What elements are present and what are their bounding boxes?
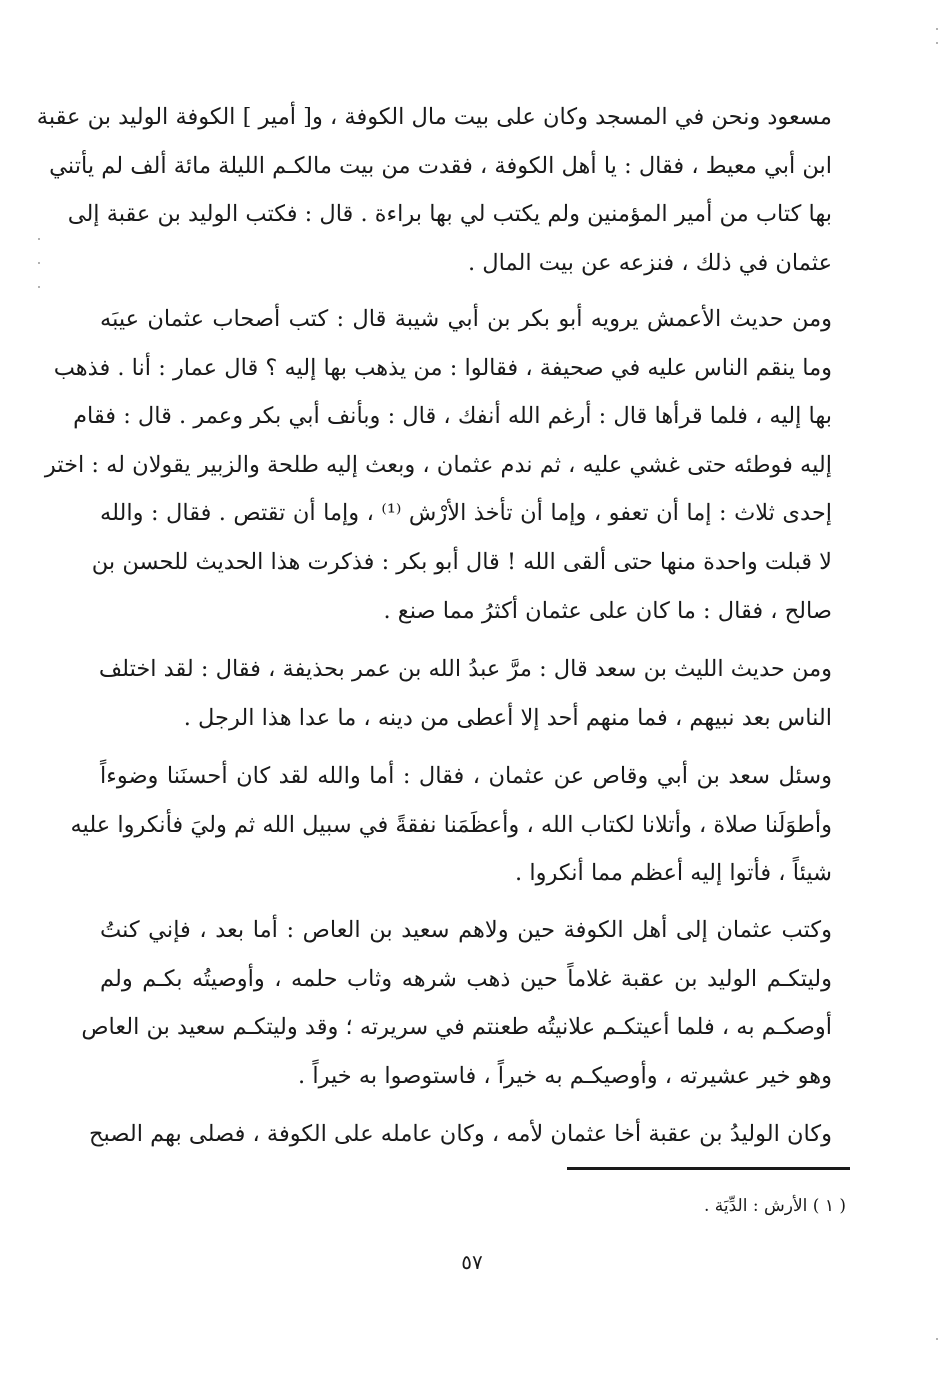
paragraph-line: إليه فوطئه حتى غشي عليه ، ثم ندم عثمان ، وبعث إليه طلحة والزبير يقولان له : اختر — [44, 451, 832, 478]
paragraph-line: شيئاً ، فأتوا إليه أعظم مما أنكروا . — [515, 860, 832, 887]
paragraph-line: إحدى ثلاث : إما أن تعفو ، وإما أن تأخذ الأرْش ⁽¹⁾ ، وإما أن تقتص . فقال : والله — [100, 500, 832, 527]
paragraph-line: وكان الوليدُ بن عقبة أخا عثمان لأمه ، وكان عامله على الكوفة ، فصلى بهم الصبح — [89, 1121, 832, 1147]
paragraph-line: وليتكـم الوليد بن عقبة غلاماً حين ذهب شرهه وثاب حلمه ، وأوصيتُه بكـم ولم — [100, 965, 832, 992]
paragraph-line: ابن أبي معيط ، فقال : يا أهل الكوفة ، فقدت من بيت مالكـم الليلة مائة ألف لم يأتني — [49, 152, 832, 179]
paragraph-line: أوصكـم به ، فلما أعيتكـم علانيتُه طعنتم في سريرته ؛ وقد وليتكـم سعيد بن العاص — [81, 1014, 832, 1041]
paragraph-1 — [36, 93, 832, 287]
paragraph-line: مسعود ونحن في المسجد وكان على بيت مال الكوفة ، و[ أمير ] الكوفة الوليد بن عقبة — [36, 104, 832, 130]
paragraph-line: لا قبلت واحدة منها حتى ألقى الله ! قال أبو بكر : فذكرت هذا الحديث للحسن بن — [91, 548, 832, 575]
footnote-separator — [567, 1167, 850, 1170]
paragraph-line: عثمان في ذلك ، فنزعه عن بيت المال . — [467, 249, 832, 276]
page-number: ٥٧ — [461, 1250, 483, 1274]
paragraph-line: الناس بعد نبيهم ، فما منهم أحد إلا أعطى من دينه ، ما عدا هذا الرجل . — [183, 704, 832, 731]
paragraph-line: وأطوَلَنا صلاة ، وأتلانا لكتاب الله ، وأعظَمَنا نفقةً في سبيل الله ثم وليَ فأنكروا عليه — [70, 811, 832, 838]
left-margin-scan-dots — [36, 0, 42, 1376]
paragraph-line: ومن حديث الليث بن سعد قال : مرَّ عبدُ الله بن عمر بحذيفة ، فقال : لقد اختلف — [98, 656, 832, 682]
paragraph-line: وكتب عثمان إلى أهل الكوفة حين ولاهم سعيد بن العاص : أما بعد ، فإني كنتُ — [100, 917, 832, 943]
paragraph-line: وهو خير عشيرته ، وأوصيكـم به خيراً ، فاستوصوا به خيراً . — [298, 1062, 832, 1089]
paragraph-line: بها إليه ، فلما قرأها قال : أرغم الله أنفك ، قال : وبأنف أبي بكر وعمر . قال : فقام — [73, 403, 832, 430]
paragraph-2 — [44, 295, 832, 635]
right-margin-scan-dots — [934, 0, 940, 1376]
paragraph-line: صالح ، فقال : ما كان على عثمان أكثرُ مما صنع . — [383, 597, 832, 624]
paragraph-line: بها كتاب من أمير المؤمنين ولم يكتب لي بها براءة . قال : فكتب الوليد بن عقبة إلى — [67, 201, 832, 228]
paragraph-3 — [100, 645, 832, 742]
paragraph-5 — [81, 906, 832, 1100]
paragraph-line: وما ينقم الناس عليه في صحيفة ، فقالوا : من يذهب بها إليه ؟ قال عمار : أنا . فذهب — [53, 354, 832, 381]
footnote: ( ١ ) الأرش : الدِّيَة . — [703, 1196, 846, 1216]
paragraph-line: وسئل سعد بن أبي وقاص عن عثمان ، فقال : أما والله لقد كان أحسنَنا وضوءاً — [100, 763, 832, 789]
paragraph-line: ومن حديث الأعمش يرويه أبو بكر بن أبي شيبة قال : كتب أصحاب عثمان عيبَه — [100, 306, 832, 332]
paragraph-4 — [70, 752, 832, 898]
paragraph-6 — [89, 1110, 832, 1159]
